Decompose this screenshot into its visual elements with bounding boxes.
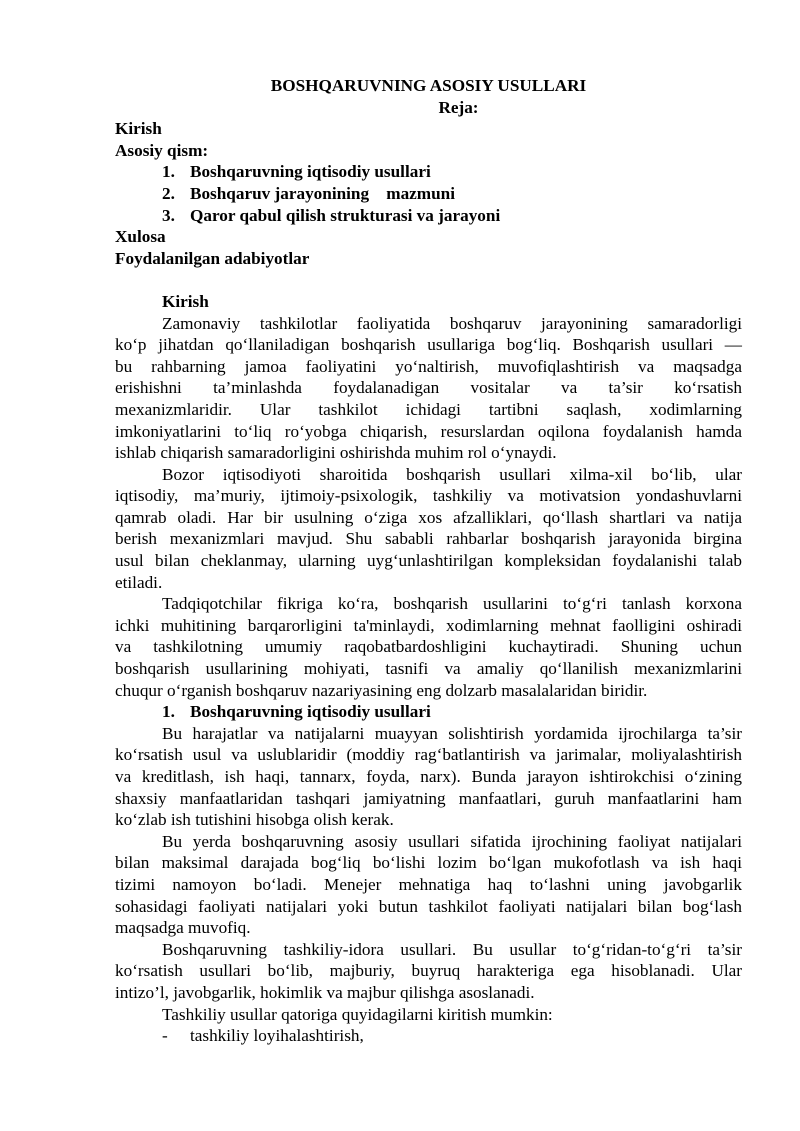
- section-title: Boshqaruvning iqtisodiy usullari: [190, 702, 431, 722]
- paragraph-line: qamrab oladi. Har bir usulning o‘ziga xos afzalliklari, qo‘llash shartlari va natija: [115, 507, 742, 527]
- outline-item-text: Boshqaruv jarayonining mazmuni: [190, 183, 456, 203]
- outline-main: Asosiy qism:: [115, 140, 209, 160]
- paragraph-line: Zamonaviy tashkilotlar faoliyatida boshqaruv jarayonining samaradorligi: [162, 313, 742, 333]
- outline-item-number: 2.: [162, 183, 175, 203]
- section-1-paragraph-1: [115, 723, 742, 831]
- paragraph-line: ko‘zlab ish tutishini hisobga olish kerak.: [115, 810, 394, 830]
- section-1-paragraph-3: [115, 939, 742, 1004]
- paragraph-line: chuqur o‘rganish boshqaruv nazariyasining eng dolzarb masalalaridan biridir.: [115, 680, 648, 700]
- paragraph-line: erishishni ta’minlashda foydalanadigan vositalar va ta’sir ko‘rsatish: [115, 378, 742, 398]
- paragraph-line: intizo’l, javobgarlik, hokimlik va majbur qilishga asoslanadi.: [115, 982, 535, 1002]
- spacer: [115, 269, 742, 291]
- paragraph-line: va tashkilotning umumiy raqobatbardoshligini kuchaytiradi. Shuning uchun: [115, 637, 742, 657]
- paragraph-line: etiladi.: [115, 572, 163, 592]
- outline-item: [115, 205, 742, 227]
- document-page: [115, 75, 742, 1047]
- document-subtitle: Reja:: [438, 97, 479, 117]
- outline-item-number: 3.: [162, 205, 175, 225]
- bullet-text: tashkiliy loyihalashtirish,: [190, 1026, 364, 1046]
- intro-paragraph-1: [115, 313, 742, 464]
- paragraph-line: bu rahbarning jamoa faoliyatini yo‘naltirish, muvofiqlashtirish va maqsadga: [115, 356, 742, 376]
- paragraph-line: shaxsiy manfaatlaridan tashqari jamiyatning manfaatlari, guruh manfaatlarini ham: [115, 788, 742, 808]
- document-title: BOSHQARUVNING ASOSIY USULLARI: [270, 76, 587, 95]
- outline-item-number: 1.: [162, 162, 175, 182]
- paragraph-line: ko‘rsatish usullari bo‘lib, majburiy, buyruq harakteriga ega hisoblanadi. Ular: [115, 961, 742, 981]
- paragraph-line: Bozor iqtisodiyoti sharoitida boshqarish usullari xilma-xil bo‘lib, ular: [162, 464, 742, 484]
- paragraph-line: maqsadga muvofiq.: [115, 918, 251, 938]
- paragraph-line: imkoniyatlarini to‘liq ro‘yobga chiqarish, resurslardan oqilona foydalanish hamda: [115, 421, 742, 441]
- paragraph-line: ko‘rsatish usul va uslublaridir (moddiy rag‘batlantirish va jarimalar, moliyalashtirish: [115, 745, 742, 765]
- outline-conclusion: Xulosa: [115, 227, 166, 247]
- outline-item: [115, 161, 742, 183]
- outline-references: Foydalanilgan adabiyotlar: [115, 248, 310, 268]
- paragraph-line: boshqarish usullarining mohiyati, tasnifi va amaliy qo‘llanilish mexanizmlarini: [115, 659, 742, 679]
- section-1-heading: [115, 701, 742, 723]
- paragraph-line: sohasidagi faoliyati natijalari yoki butun tashkilot faoliyati natijalari bilan bog‘lash: [115, 896, 742, 916]
- paragraph-line: Tadqiqotchilar fikriga ko‘ra, boshqarish usullarini to‘g‘ri tanlash korxona: [162, 594, 742, 614]
- section-1-paragraph-2: [115, 831, 742, 939]
- paragraph-line: Bu harajatlar va natijalarni muayyan solishtirish yordamida ijrochilarga ta’sir: [162, 723, 742, 743]
- paragraph-line: iqtisodiy, ma’muriy, ijtimoiy-psixologik, tashkiliy va motivatsion yondashuvlarni: [115, 486, 742, 506]
- intro-paragraph-3: [115, 593, 742, 701]
- intro-paragraph-2: [115, 464, 742, 594]
- section-number: 1.: [162, 702, 175, 722]
- paragraph-line: bilan maksimal darajada bog‘liq bo‘lishi lozim bo‘lgan mukofotlash va ish haqi: [115, 853, 742, 873]
- paragraph-line: Bu yerda boshqaruvning asosiy usullari sifatida ijrochining faoliyat natijalari: [162, 831, 742, 851]
- paragraph-line: va kreditlash, ish haqi, tannarx, foyda, narx). Bunda jarayon ishtirokchisi o‘zining: [115, 767, 742, 786]
- paragraph-line: mexanizmlaridir. Ular tashkilot ichidagi tartibni saqlash, xodimlarning: [115, 399, 742, 419]
- paragraph-line: ko‘p jihatdan qo‘llaniladigan boshqarish usullariga bog‘liq. Boshqarish usullari —: [115, 335, 742, 355]
- paragraph-line: Boshqaruvning tashkiliy-idora usullari. Bu usullar to‘g‘ridan-to‘g‘ri ta’sir: [162, 939, 742, 959]
- bullet-mark: -: [162, 1026, 168, 1046]
- outline-intro: Kirish: [115, 119, 162, 139]
- intro-heading: Kirish: [162, 291, 209, 311]
- paragraph-line: ishlab chiqarish samaradorligini oshirishda muhim rol o‘ynaydi.: [115, 443, 557, 463]
- outline-item: [115, 183, 742, 205]
- paragraph-line: berish mexanizmlari mavjud. Shu sababli rahbarlar boshqarish jarayonida birgina: [115, 529, 742, 549]
- paragraph-line: tizimi namoyon bo‘ladi. Menejer mehnatiga haq to‘lashni uning javobgarlik: [115, 874, 742, 894]
- bullet-item: [115, 1025, 742, 1047]
- section-1-paragraph-4: Tashkiliy usullar qatoriga quyidagilarni kiritish mumkin:: [162, 1004, 553, 1024]
- paragraph-line: ichki muhitining barqarorligini ta'minlaydi, xodimlarning mehnat faolligini oshiradi: [115, 615, 742, 635]
- paragraph-line: usul bilan cheklanmay, ularning uyg‘unlashtirilgan kompleksidan foydalanishi talab: [115, 551, 742, 571]
- outline-item-text: Boshqaruvning iqtisodiy usullari: [190, 162, 431, 182]
- outline-item-text: Qaror qabul qilish strukturasi va jarayoni: [190, 205, 501, 225]
